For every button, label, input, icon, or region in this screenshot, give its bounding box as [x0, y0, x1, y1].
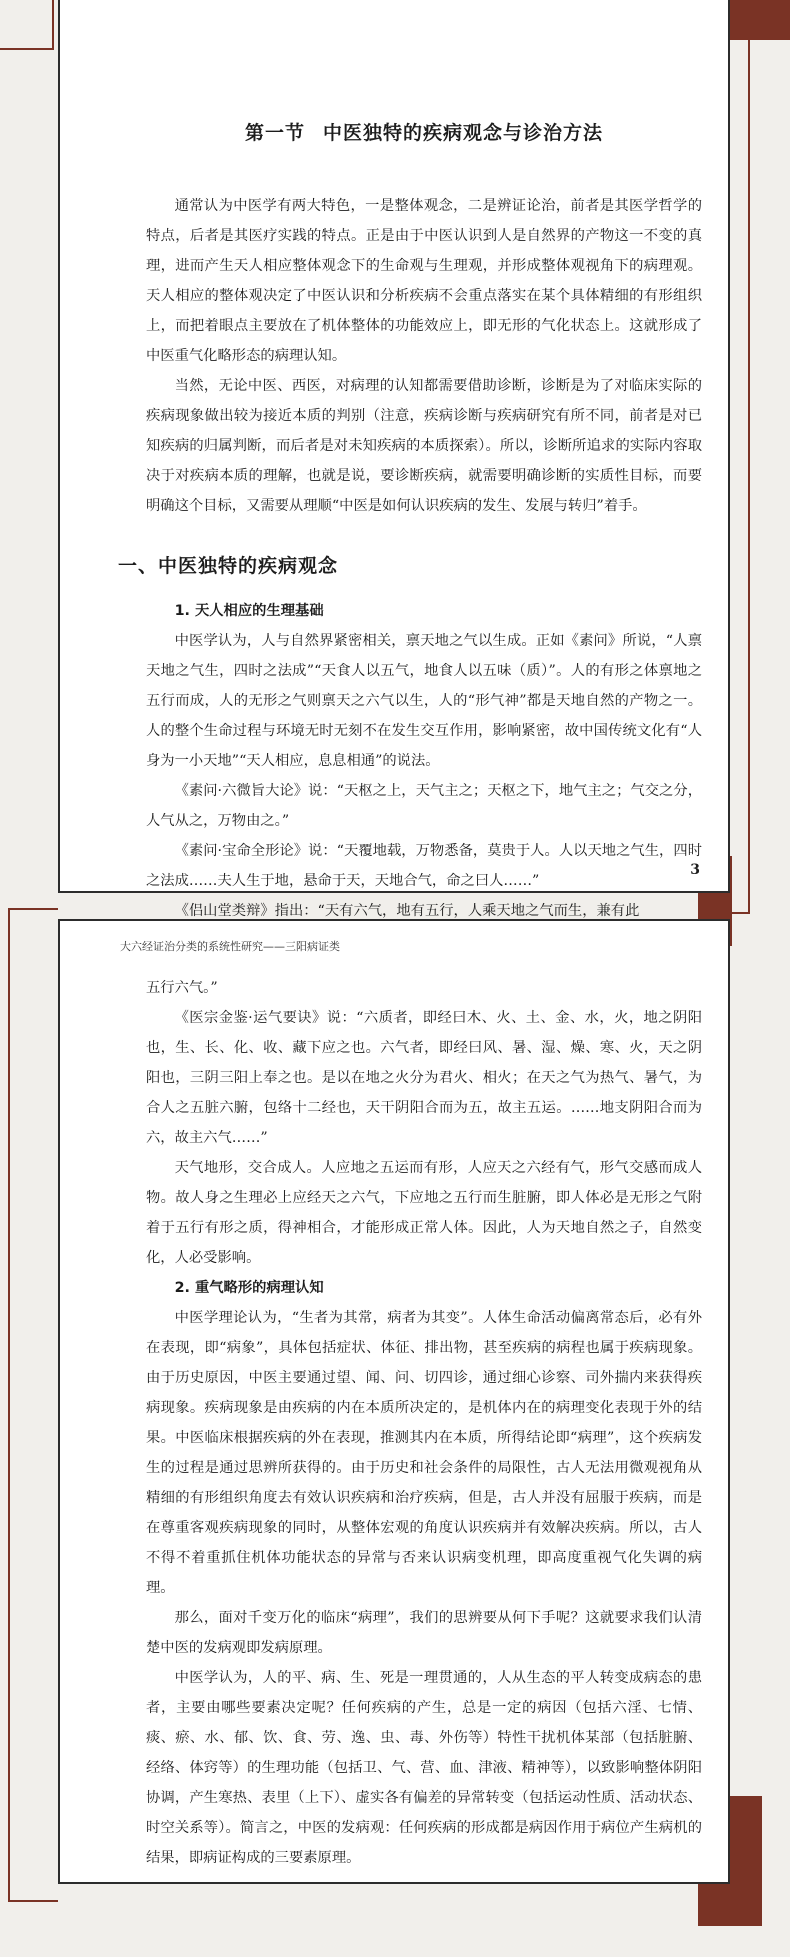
section-title: [146, 118, 702, 145]
paragraph: 《医宗金鉴·运气要诀》说：“六质者，即经曰木、火、土、金、水，火，地之阴阳也，生、长、化、收、藏下应之也。六气者，即经曰风、暑、湿、燥、寒、火，天之阴阳也，三阴三阳上奉之也。是以在地之火分为君火、相火；在天之气为热气、暑气，为合人之五脏六腑，包络十二经也，天干阴阳合而为五，故主五运。……地支阴阳合而为六，故主六气……”: [146, 1010, 702, 1146]
paragraph: 《素问·六微旨大论》说：“天枢之上，天气主之；天枢之下，地气主之；气交之分，人气从之，万物由之。”: [146, 783, 702, 829]
paragraph: 中医学认为，人与自然界紧密相关，禀天地之气以生成。正如《素问》所说，“人禀天地之气生，四时之法成”“天食人以五气，地食人以五味（质）”。人的有形之体禀地之五行而成，人的无形之气则禀天之六气以生，人的“形气神”都是天地自然的产物之一。人的整个生命过程与环境无时无刻不在发生交互作用，影响紧密，故中国传统文化有“人身为一小天地”“天人相应，息息相通”的说法。: [146, 633, 702, 769]
section-title-text: 中医独特的疾病观念与诊治方法: [323, 122, 604, 144]
paragraph: 《素问·宝命全形论》说：“天覆地载，万物悉备，莫贵于人。人以天地之气生，四时之法成……夫人生于地，悬命于天，天地合气，命之曰人……”: [146, 843, 702, 889]
paragraph: 天气地形，交合成人。人应地之五运而有形，人应天之六经有气，形气交感而成人物。故人身之生理必上应经天之六气，下应地之五行而生脏腑，即人体必是无形之气附着于五行有形之质，得神相合，才能形成正常人体。因此，人为天地自然之子，自然变化，人必受影响。: [146, 1160, 702, 1266]
subsection-heading: 2. 重气略形的病理认知: [174, 1280, 324, 1296]
chapter-heading: 一、中医独特的疾病观念: [118, 555, 339, 577]
book-page-3: [58, 0, 730, 919]
running-head: 大六经证治分类的系统性研究——三阳病证类: [120, 940, 340, 953]
paragraph: 那么，面对千变万化的临床“病理”，我们的思辨要从何下手呢？这就要求我们认清楚中医的发病观即发病原理。: [146, 1610, 702, 1656]
decorative-frame-top-left: [0, 0, 54, 50]
paragraph: 通常认为中医学有两大特色，一是整体观念，二是辨证论治，前者是其医学哲学的特点，后者是其医疗实践的特点。正是由于中医认识到人是自然界的产物这一不变的真理，进而产生天人相应整体观念下的生命观与生理观，并形成整体观视角下的病理观。天人相应的整体观决定了中医认识和分析疾病不会重点落实在某个具体精细的有形组织上，而把着眼点主要放在了机体整体的功能效应上，即无形的气化状态上。这就形成了中医重气化略形态的病理认知。: [146, 198, 702, 364]
subsection-heading: 1. 天人相应的生理基础: [174, 603, 324, 619]
paragraph: 中医学理论认为，“生者为其常，病者为其变”。人体生命活动偏离常态后，必有外在表现，即“病象”，具体包括症状、体征、排出物，甚至疾病的病程也属于疾病现象。由于历史原因，中医主要通过望、闻、问、切四诊，通过细心诊察、司外揣内来获得疾病现象。疾病现象是由疾病的内在本质所决定的，是机体内在的病理变化表现于外的结果。中医临床根据疾病的外在表现，推测其内在本质，所得结论即“病理”，这个疾病发生的过程是通过思辨所获得的。由于历史和社会条件的局限性，古人无法用微观视角从精细的有形组织角度去有效认识疾病和治疗疾病，但是，古人并没有屈服于疾病，而是在尊重客观疾病现象的同时，从整体宏观的角度认识疾病并有效解决疾病。所以，古人不得不着重抓住机体功能状态的异常与否来认识病变机理，即高度重视气化失调的病理。: [146, 1310, 702, 1596]
decorative-frame-left-mid: [8, 908, 58, 1902]
page-content: [120, 937, 702, 1873]
paragraph: 当然，无论中医、西医，对病理的认知都需要借助诊断，诊断是为了对临床实际的疾病现象做出较为接近本质的判别（注意，疾病诊断与疾病研究有所不同，前者是对已知疾病的归属判断，而后者是对未知疾病的本质探索）。所以，诊断所追求的实际内容取决于对疾病本质的理解，也就是说，要诊断疾病，就需要明确诊断的实质性目标，而要明确这个目标，又需要从理顺“中医是如何认识疾病的发生、发展与转归”着手。: [146, 378, 702, 514]
page-number: 3: [690, 862, 700, 878]
section-number: 第一节: [244, 122, 305, 144]
paragraph: 中医学认为，人的平、病、生、死是一理贯通的，人从生态的平人转变成病态的患者，主要由哪些要素决定呢？任何疾病的产生，总是一定的病因（包括六淫、七情、痰、瘀、水、郁、饮、食、劳、逸、虫、毒、外伤等）特性干扰机体某部（包括脏腑、经络、体窍等）的生理功能（包括卫、气、营、血、津液、精神等），以致影响整体阴阳协调，产生寒热、表里（上下）、虚实各有偏差的异常转变（包括运动性质、活动状态、时空关系等）。简言之，中医的发病观：任何疾病的形成都是病因作用于病位产生病机的结果，即病证构成的三要素原理。: [146, 1670, 702, 1866]
paragraph: 《侣山堂类辩》指出：“天有六气，地有五行，人乘天地之气而生，兼有此: [174, 903, 640, 919]
page-content: [118, 118, 702, 926]
book-page-4: [58, 919, 730, 1884]
paragraph: 五行六气。”: [146, 980, 218, 996]
